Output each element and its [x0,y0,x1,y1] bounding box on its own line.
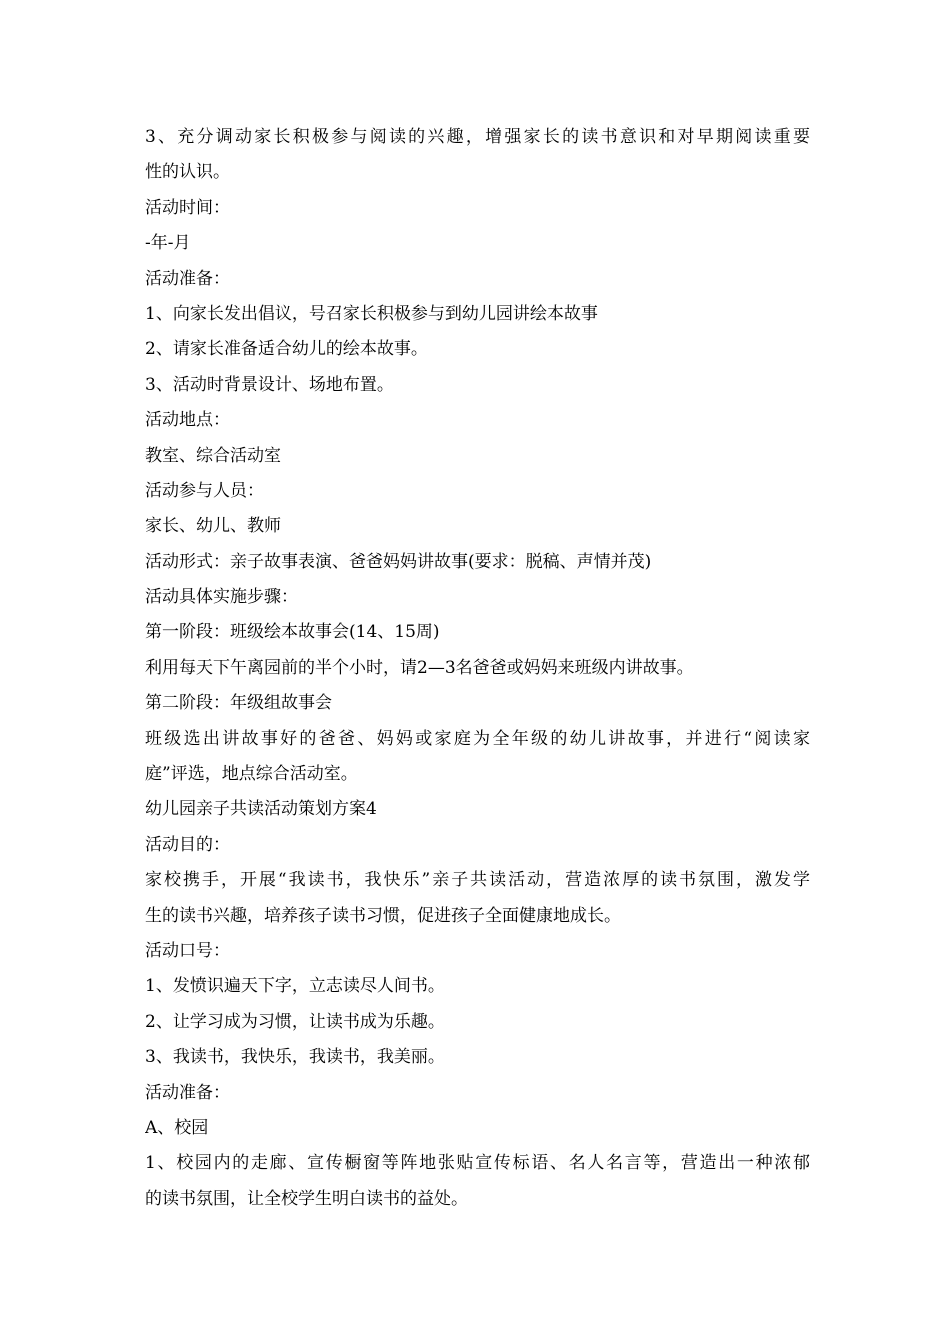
text-line: 活动形式：亲子故事表演、爸爸妈妈讲故事(要求：脱稿、声情并茂) [145,551,652,572]
section-heading: 活动准备： [145,268,230,289]
text-line: 班级选出讲故事好的爸爸、妈妈或家庭为全年级的幼儿讲故事，并进行“阅读家 [145,728,810,749]
section-heading: 活动目的： [145,834,230,855]
section-heading: 活动准备： [145,1082,230,1103]
list-item: 1、校园内的走廊、宣传橱窗等阵地张贴宣传标语、名人名言等，营造出一种浓郁 [145,1153,810,1174]
document-body [145,120,810,1217]
text-line: 庭”评选，地点综合活动室。 [145,764,358,785]
section-heading: 活动参与人员： [145,480,264,501]
text-line: 家校携手，开展“我读书，我快乐”亲子共读活动，营造浓厚的读书氛围，激发学 [145,870,810,891]
text-line: 教室、综合活动室 [145,445,281,466]
text-line: 的读书氛围，让全校学生明白读书的益处。 [145,1188,468,1209]
section-heading: 活动地点： [145,410,230,431]
document-title: 幼儿园亲子共读活动策划方案4 [145,799,377,820]
list-item: 1、发愤识遍天下字，立志读尽人间书。 [145,976,445,997]
section-heading: 活动时间： [145,197,230,218]
text-line: 第一阶段：班级绘本故事会(14、15周) [145,622,440,643]
list-item: 3、活动时背景设计、场地布置。 [145,374,394,395]
text-line: 第二阶段：年级组故事会 [145,693,332,714]
text-line: 利用每天下午离园前的半个小时，请2—3名爸爸或妈妈来班级内讲故事。 [145,657,694,678]
text-line: 性的认识。 [145,162,230,183]
section-heading: 活动口号： [145,940,230,961]
list-item: 1、向家长发出倡议，号召家长积极参与到幼儿园讲绘本故事 [145,303,598,324]
section-heading: 活动具体实施步骤： [145,587,298,608]
text-line: 家长、幼儿、教师 [145,516,281,537]
list-item: 2、请家长准备适合幼儿的绘本故事。 [145,339,428,360]
text-line: A、校园 [145,1117,209,1138]
list-item: 3、我读书，我快乐，我读书，我美丽。 [145,1047,445,1068]
list-item: 2、让学习成为习惯，让读书成为乐趣。 [145,1011,445,1032]
text-line: 生的读书兴趣，培养孩子读书习惯，促进孩子全面健康地成长。 [145,905,621,926]
text-line: -年-月 [145,233,191,254]
text-line: 3、充分调动家长积极参与阅读的兴趣，增强家长的读书意识和对早期阅读重要 [145,127,810,147]
